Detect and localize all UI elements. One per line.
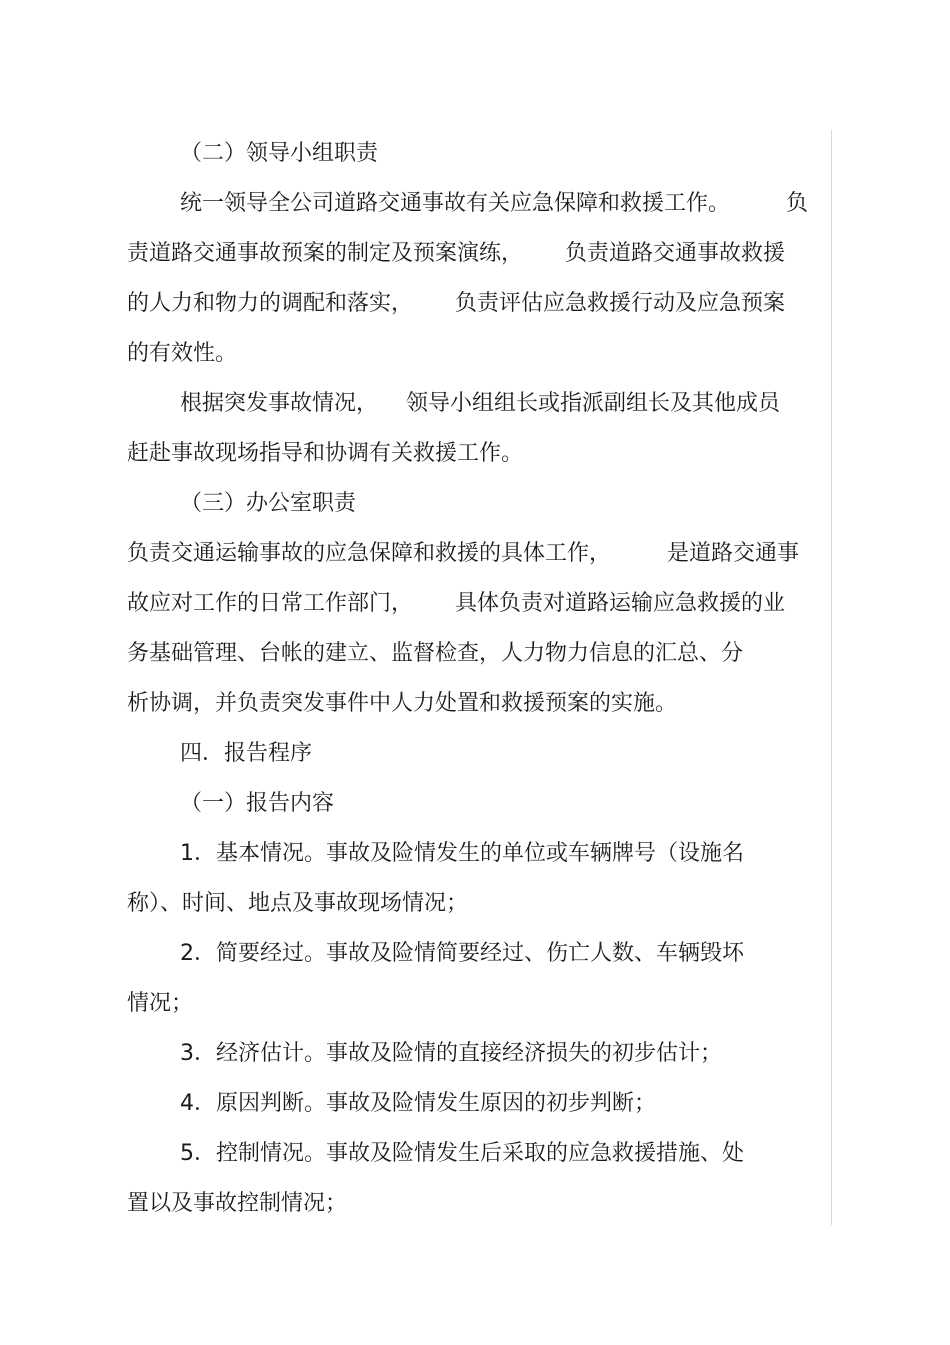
list-item-continuation: 置以及事故控制情况； [127,1191,348,1216]
paragraph-line: 务基础管理、台帐的建立、监督检查，人力物力信息的汇总、分 [127,641,744,666]
margin-rule [831,130,832,1225]
list-item: 4．原因判断。事故及险情发生原因的初步判断； [180,1091,656,1116]
paragraph-line: 赶赴事故现场指导和协调有关救援工作。 [127,441,524,466]
list-item: 1．基本情况。事故及险情发生的单位或车辆牌号（设施名 [180,841,744,866]
paragraph-line: 负责交通运输事故的应急保障和救援的具体工作， 是道路交通事 [127,541,799,566]
heading-leadership-duties: （二）领导小组职责 [180,141,379,166]
paragraph-line: 责道路交通事故预案的制定及预案演练， 负责道路交通事故救援 [127,241,785,266]
heading-report-content: （一）报告内容 [180,791,335,816]
list-item-continuation: 称）、时间、地点及事故现场情况； [127,891,469,916]
list-item: 5．控制情况。事故及险情发生后采取的应急救援措施、处 [180,1141,744,1166]
heading-office-duties: （三）办公室职责 [180,491,357,516]
list-item: 2．简要经过。事故及险情简要经过、伤亡人数、车辆毁坏 [180,941,744,966]
heading-report-procedure: 四．报告程序 [180,741,313,766]
paragraph-line: 析协调，并负责突发事件中人力处置和救援预案的实施。 [127,691,678,716]
paragraph-line: 统一领导全公司道路交通事故有关应急保障和救援工作。 负 [180,191,808,216]
paragraph-line: 的有效性。 [127,341,238,366]
paragraph-line: 的人力和物力的调配和落实， 负责评估应急救援行动及应急预案 [127,291,785,316]
paragraph-line: 故应对工作的日常工作部门， 具体负责对道路运输应急救援的业 [127,591,785,616]
list-item: 3．经济估计。事故及险情的直接经济损失的初步估计； [180,1041,722,1066]
paragraph-line: 根据突发事故情况， 领导小组组长或指派副组长及其他成员 [180,391,780,416]
list-item-continuation: 情况； [127,991,194,1016]
